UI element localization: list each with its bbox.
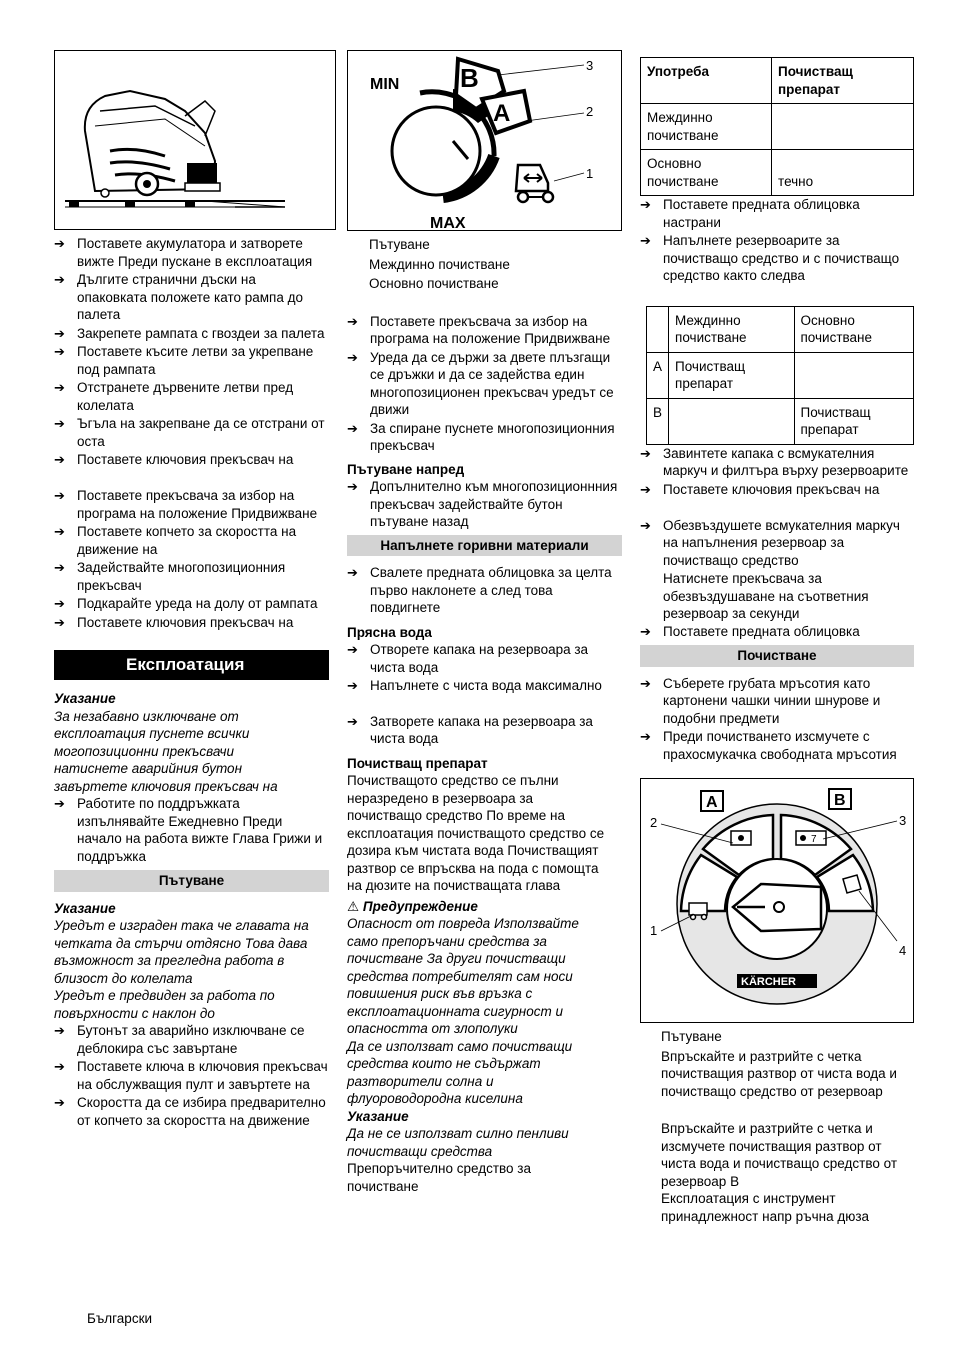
warning-line: повишения риск във връзка с xyxy=(347,986,533,1001)
callout-3: 3 xyxy=(899,813,907,828)
note-label: Указание xyxy=(54,900,116,916)
table-header-cell: Междинно почистване xyxy=(669,306,794,352)
subheading-cleaner: Почистващ препарат xyxy=(347,755,488,771)
legend-item: Пътуване xyxy=(369,237,430,252)
note-line: Да не се използват силно пенливи xyxy=(347,1126,569,1141)
list-item: ➔ Допълнително към многопозиционнния прекъсвач задействайте бутон пътуване назад xyxy=(347,478,622,531)
warning-label: Предупреждение xyxy=(362,898,478,914)
legend-item: Пътуване xyxy=(661,1029,722,1044)
table-cell: Междинно почистване xyxy=(641,104,772,150)
list-item: ➔ Работите по поддръжката изпълнявайте Ежедневно Преди начало на работа вижте Глава Грижи и поддръжка xyxy=(54,795,329,865)
usage-table xyxy=(640,57,914,196)
warning-line: средства които не съдържат xyxy=(347,1056,541,1071)
note-line: близост до колелата xyxy=(54,970,193,986)
dial-label-max: MAX xyxy=(430,215,466,230)
note-line: натиснете аварийния бутон xyxy=(54,761,242,776)
tank-fill-table xyxy=(646,306,914,445)
table-cell: Почистващ препарат xyxy=(794,398,914,444)
text-line: Препоръчително средство за xyxy=(347,1161,531,1176)
callout-2: 2 xyxy=(586,104,594,119)
note-line: възможност за прегледна работа в xyxy=(54,953,285,968)
legend-item: Експлоатация с инструмент принадлежност напр ръчна дюза xyxy=(661,1191,870,1224)
note-label: Указание xyxy=(347,1108,409,1124)
machine-ramp-figure xyxy=(54,50,336,230)
note-line: повърхности с наклон до xyxy=(54,1005,215,1021)
note-line: За незабавно изключване от xyxy=(54,708,239,724)
warning-line: опасността от злополуки xyxy=(347,1021,518,1036)
program-dial-figure xyxy=(347,50,622,231)
legend-item: Впръскайте и разтрийте с четка почистващия разтвор от чиста вода и почистващо средство от резервоар xyxy=(661,1048,897,1099)
column-left xyxy=(54,50,329,1130)
list-item: ➔ Завинтете капака с всмукателния маркуч и филтъра върху резервоарите xyxy=(640,445,914,480)
page-footer-language: Български xyxy=(87,1311,153,1326)
callout-3: 3 xyxy=(586,58,594,73)
control-panel-figure xyxy=(640,778,914,1023)
unpacking-steps xyxy=(54,235,329,631)
dial-label-a: A xyxy=(493,100,511,127)
list-item: ➔ Поставете предната облицовка xyxy=(640,623,914,641)
note-line: Уредът е предвиден за работа по xyxy=(54,988,275,1003)
list-item: ➔ Бутонът за аварийно изключване се деблокира със завъртане xyxy=(54,1022,329,1057)
column-middle xyxy=(347,50,622,1195)
list-item: ➔ Поставете ключовия прекъсвач на xyxy=(54,451,329,469)
table-row xyxy=(647,398,914,444)
table-header-cell: Почистващ препарат xyxy=(772,58,914,104)
list-item: ➔ За спиране пуснете многопозиционния прекъсвач xyxy=(347,420,622,455)
warning-line: експлоатационната сигурност и xyxy=(347,1003,563,1019)
warning-triangle-icon: ⚠ xyxy=(347,898,360,914)
dial-label-b: B xyxy=(460,63,479,93)
callout-2: 2 xyxy=(650,815,658,830)
dial-label-min: MIN xyxy=(370,76,400,93)
note-line: експлоатация пуснете всички xyxy=(54,726,250,741)
section-title-fill: Напълнете горивни материали xyxy=(347,535,622,557)
text-line: почистване xyxy=(347,1178,419,1194)
warning-line: само препоръчани средства за xyxy=(347,933,547,949)
note-line: могопозиционни прекъсвачи xyxy=(54,743,235,759)
warning-line: средства потребителят сам носи xyxy=(347,968,573,984)
list-item: ➔ Поставете ключовия прекъсвач на xyxy=(54,614,329,632)
warning-heading xyxy=(347,898,622,916)
legend-item: Впръскайте и разтрийте с четка и изсмучете почистващия разтвор от чиста вода и почистващо средство от резервоар B xyxy=(661,1121,897,1189)
list-item: ➔ Преди почистването изсмучете с прахосмукачка свободната мръсотия xyxy=(640,728,914,763)
list-item: ➔ Поставете късите летви за укрепване под рампата xyxy=(54,343,329,378)
list-item: ➔ Съберете грубата мръсотия като картонени чашки чинии шнурове и подобни предмети xyxy=(640,675,914,728)
warning-line: Опасност от повреда Използвайте xyxy=(347,916,579,931)
section-title-operation: Експлоатация xyxy=(54,650,329,680)
list-item: ➔ Свалете предната облицовка за целта първо наклонете а след това повдигнете xyxy=(347,564,622,617)
table-cell: B xyxy=(647,398,669,444)
list-item: ➔ Подкарайте уреда на долу от рампата xyxy=(54,595,329,613)
scrubber-machine-illustration xyxy=(55,51,335,229)
control-panel-illustration xyxy=(641,779,913,1022)
list-item: ➔ Поставете предната облицовка настрани xyxy=(640,196,914,231)
callout-4: 4 xyxy=(899,943,907,958)
table-header-row xyxy=(647,306,914,352)
text-line: Почистващото средство се пълни xyxy=(347,773,559,788)
list-item: ➔ Отстранете дървените летви пред колелата xyxy=(54,379,329,414)
list-item: ➔ Поставете копчето за скоростта на движение на xyxy=(54,523,329,558)
note-label: Указание xyxy=(54,691,116,706)
travel-mode-icon xyxy=(516,165,553,202)
text-line: на дюзите на почистващата глава xyxy=(347,878,561,893)
table-cell: течно xyxy=(772,150,914,196)
accessory-nozzle-icon xyxy=(843,875,861,893)
spray-scrub-suction-icon xyxy=(796,831,826,845)
svg-text:7: 7 xyxy=(811,834,817,845)
list-item: ➔ Закрепете рампата с гвоздеи за палета xyxy=(54,325,329,343)
program-selector-dial xyxy=(348,51,621,230)
table-header-row xyxy=(641,58,914,104)
table-header-cell: Основно почистване xyxy=(794,306,914,352)
section-title-travel: Пътуване xyxy=(54,870,329,892)
table-header-cell: Употреба xyxy=(641,58,772,104)
note-line: Уредът е изграден така че главата на xyxy=(54,918,309,933)
table-cell xyxy=(772,104,914,150)
text-line: разтвор се впръсква на пода с помощта xyxy=(347,860,599,876)
table-cell xyxy=(794,352,914,398)
callout-1: 1 xyxy=(586,166,594,181)
note-line: завъртете ключовия прекъсвач на xyxy=(54,778,278,794)
list-item: ➔ Отворете капака на резервоара за чиста вода xyxy=(347,641,622,676)
list-item: ➔ Уреда да се държи за двете плъзгащи се дръжки и да се задейства един многопозиционен прекъсвач уредът се движи xyxy=(347,349,622,419)
table-row xyxy=(641,150,914,196)
list-item: ➔ Ъгъла на закрепване да се отстрани от оста xyxy=(54,415,329,450)
list-item: ➔ Поставете акумулатора и затворете вижте Преди пускане в експлоатация xyxy=(54,235,329,270)
list-item: ➔ Поставете ключовия прекъсвач на xyxy=(640,481,914,499)
table-header-cell xyxy=(647,306,669,352)
column-right xyxy=(640,57,914,1225)
warning-line: флуороводородна киселина xyxy=(347,1091,523,1106)
warning-line: Да се използват само почистващи xyxy=(347,1038,573,1054)
list-item: ➔ Напълнете с чиста вода максимално xyxy=(347,677,622,695)
section-title-cleaning: Почистване xyxy=(640,645,914,667)
table-row xyxy=(641,104,914,150)
legend-item: Основно почистване xyxy=(369,276,499,291)
table-row xyxy=(647,352,914,398)
subheading-fresh-water: Прясна вода xyxy=(347,624,432,640)
text-line: неразредено в резервоара за xyxy=(347,790,534,806)
table-cell xyxy=(669,398,794,444)
list-item: ➔ Дългите странични дъски на опаковката положете като рампа до палета xyxy=(54,271,329,324)
list-item: ➔ Поставете ключа в ключовия прекъсвач на обслужващия пулт и завъртете на xyxy=(54,1058,329,1093)
subheading-forward: Пътуване напред xyxy=(347,461,465,477)
list-item: ➔ Скоростта да се избира предварително от копчето за скоростта на движение xyxy=(54,1094,329,1129)
list-item: ➔ Напълнете резервоарите за почистващо средство и с почистващо средство както следва xyxy=(640,232,914,285)
spray-scrub-icon xyxy=(731,831,751,845)
callout-1: 1 xyxy=(650,923,658,938)
panel-label-a: A xyxy=(706,794,718,811)
panel-label-b: B xyxy=(834,792,846,809)
note-line: четката да стърчи отдясно Това дава xyxy=(54,935,308,951)
note-line: почистващи средства xyxy=(347,1143,493,1159)
text-line: експлоатация почистващото средство се xyxy=(347,825,605,841)
list-item: ➔ Поставете прекъсвача за избор на програма на положение Придвижване xyxy=(54,487,329,522)
table-cell: Почистващ препарат xyxy=(669,352,794,398)
table-cell: A xyxy=(647,352,669,398)
list-item: ➔ Поставете прекъсвача за избор на програма на положение Придвижване xyxy=(347,313,622,348)
text-line: почистващо средство По време на xyxy=(347,808,565,823)
legend-item: Междинно почистване xyxy=(369,256,510,272)
table-cell: Основно почистване xyxy=(641,150,772,196)
text-line: дозира към чистата вода Почистващият xyxy=(347,843,599,858)
list-item: ➔ Обезвъздушете всмукателния маркуч на напълнения резервоар за почистващо средство xyxy=(640,517,914,570)
warning-line: почистване За други почистващи xyxy=(347,951,566,966)
brand-logo: KÄRCHER xyxy=(741,976,796,988)
list-item: ➔ Затворете капака на резервоара за чиста вода xyxy=(347,713,622,748)
list-item: ➔ Задействайте многопозиционния прекъсвач xyxy=(54,559,329,594)
warning-line: разтворители солна и xyxy=(347,1073,494,1089)
sub-step: Натиснете прекъсвача за обезвъздушаване на съответния резервоар за секунди xyxy=(663,571,869,621)
